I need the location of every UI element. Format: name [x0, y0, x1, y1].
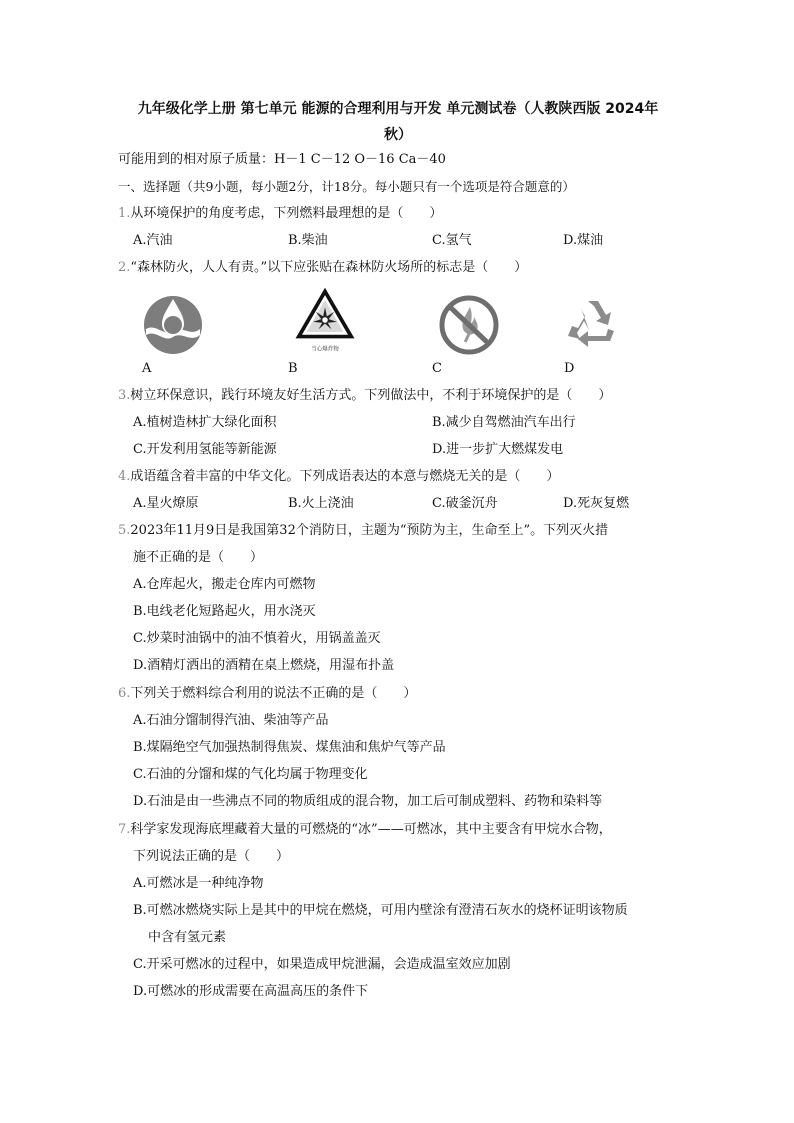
option-c: C.石油的分馏和煤的气化均属于物理变化 — [133, 767, 368, 782]
question-3 — [118, 386, 611, 406]
icon-label-c: C — [432, 361, 442, 376]
atomic-mass-line: 可能用到的相对原子质量：H－1 C－12 O－16 Ca－40 — [118, 152, 446, 167]
option-d: D.可燃冰的形成需要在高温高压的条件下 — [133, 984, 369, 999]
question-number: 3. — [118, 388, 131, 403]
question-6 — [118, 684, 416, 704]
option-d: D.死灰复燃 — [563, 496, 630, 511]
sign-caption: 当心爆炸物 — [311, 346, 339, 353]
question-number: 1. — [118, 206, 131, 221]
question-7 — [118, 820, 612, 840]
question-text-cont: 施不正确的是（ ） — [133, 550, 264, 565]
option-a: A.星火燎原 — [133, 496, 199, 511]
icon-label-a: A — [142, 361, 152, 376]
option-a: A.仓库起火，搬走仓库内可燃物 — [133, 577, 316, 592]
question-text: 树立环保意识，践行环境友好生活方式。下列做法中，不利于环境保护的是（ ） — [130, 388, 612, 403]
icon-label-d: D — [564, 361, 575, 376]
option-b: B.柴油 — [288, 233, 328, 248]
question-text: 成语蕴含着丰富的中华文化。下列成语表达的本意与燃烧无关的是（ ） — [130, 469, 560, 484]
question-text: 从环境保护的角度考虑，下列燃料最理想的是（ ） — [130, 206, 443, 221]
recycle-icon — [558, 287, 628, 357]
option-d: D.进一步扩大燃煤发电 — [432, 442, 564, 457]
option-d: D.石油是由一些沸点不同的物质组成的混合物，加工后可制成塑料、药物和染料等 — [133, 794, 603, 809]
option-c: C.炒菜时油锅中的油不慎着火，用锅盖盖灭 — [133, 631, 381, 646]
question-4 — [118, 467, 559, 487]
option-a: A.石油分馏制得汽油、柴油等产品 — [133, 713, 329, 728]
question-text: 2023年11月9日是我国第32个消防日，主题为“预防为主，生命至上”。下列灭火措 — [130, 523, 609, 538]
option-d: D.酒精灯洒出的酒精在桌上燃烧，用湿布扑盖 — [133, 658, 395, 673]
section-heading: 一、选择题（共9小题，每小题2分，计18分。每小题只有一个选项是符合题意的） — [118, 179, 575, 194]
question-text-cont: 下列说法正确的是（ ） — [133, 849, 290, 864]
question-number: 4. — [118, 469, 131, 484]
icon-label-b: B — [288, 361, 298, 376]
explosive-warning-icon — [290, 285, 360, 355]
option-a: A.植树造林扩大绿化面积 — [133, 415, 277, 430]
option-a: A.可燃冰是一种纯净物 — [133, 876, 264, 891]
option-b: B.火上浇油 — [288, 496, 354, 511]
title-line-1: 九年级化学上册 第七单元 能源的合理利用与开发 单元测试卷（人教陕西版 2024年 — [137, 101, 659, 117]
question-2 — [118, 258, 527, 278]
question-number: 5. — [118, 523, 131, 538]
option-a: A.汽油 — [133, 233, 173, 248]
option-b-cont: 中含有氢元素 — [148, 930, 227, 945]
sign-options — [118, 287, 678, 377]
page-title — [118, 96, 678, 148]
option-c: C.开发利用氢能等新能源 — [133, 442, 277, 457]
option-c: C.开采可燃冰的过程中，如果造成甲烷泄漏，会造成温室效应加剧 — [133, 957, 511, 972]
option-b: B.减少自驾燃油汽车出行 — [432, 415, 576, 430]
question-text: 科学家发现海底埋藏着大量的可燃烧的“冰”——可燃冰，其中主要含有甲烷水合物， — [130, 822, 612, 837]
water-saving-icon — [138, 287, 208, 357]
title-line-2: 秋） — [384, 127, 412, 143]
question-number: 7. — [118, 822, 131, 837]
option-d: D.煤油 — [563, 233, 604, 248]
option-b: B.煤隔绝空气加强热制得焦炭、煤焦油和焦炉气等产品 — [133, 740, 446, 755]
question-number: 6. — [118, 686, 131, 701]
question-number: 2. — [118, 260, 131, 275]
no-fire-icon — [434, 287, 504, 357]
question-text: 下列关于燃料综合利用的说法不正确的是（ ） — [130, 686, 417, 701]
option-b: B.电线老化短路起火，用水浇灭 — [133, 604, 316, 619]
question-text: “森林防火，人人有责。”以下应张贴在森林防火场所的标志是（ ） — [130, 260, 528, 275]
question-5 — [118, 521, 608, 541]
question-1 — [118, 204, 442, 224]
option-c: C.氢气 — [432, 233, 472, 248]
option-c: C.破釜沉舟 — [432, 496, 498, 511]
option-b: B.可燃冰燃烧实际上是其中的甲烷在燃烧，可用内壁涂有澄清石灰水的烧杯证明该物质 — [133, 903, 628, 918]
